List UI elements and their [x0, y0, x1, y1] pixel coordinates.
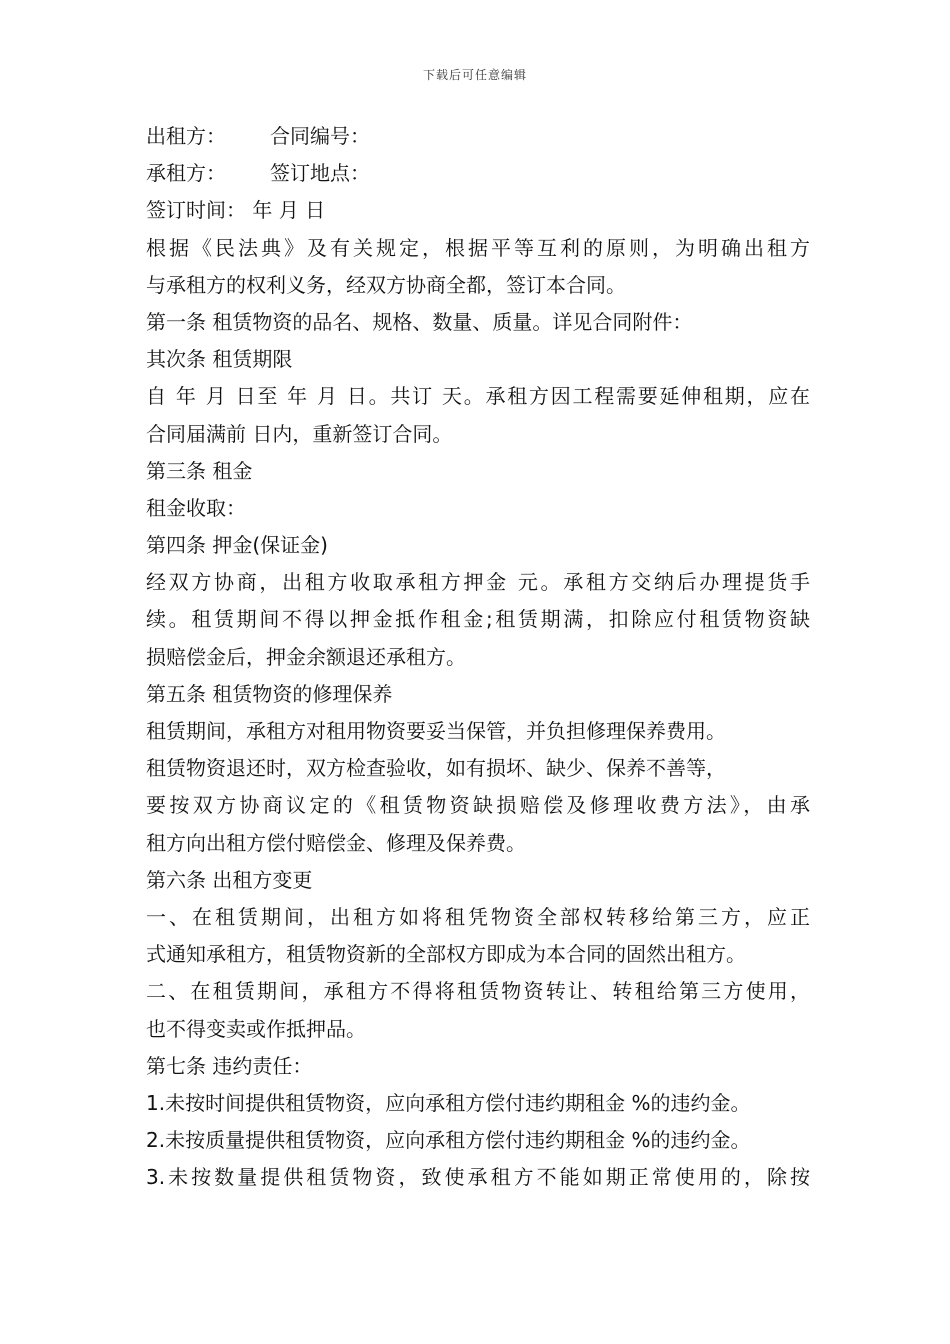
text-line: 2.未按质量提供租赁物资，应向承租方偿付违约期租金 %的违约金。 — [146, 1128, 751, 1153]
contract-body — [146, 118, 810, 1196]
text-line: 一、在租赁期间，出租方如将租凭物资全部权转移给第三方，应正 — [146, 904, 810, 929]
lessee-line — [146, 155, 810, 192]
contract-no-label: 合同编号： — [270, 124, 370, 148]
lessor-label: 出租方： — [146, 124, 226, 148]
header-note: 下载后可任意编辑 — [422, 68, 527, 82]
text-line: 二、在租赁期间，承租方不得将租赁物资转让、转租给第三方使用， — [146, 979, 810, 1004]
text-line: 1.未按时间提供租赁物资，应向承租方偿付违约期租金 %的违约金。 — [146, 1090, 751, 1115]
text-line: 合同届满前 日内，重新签订合同。 — [146, 421, 453, 446]
text-line: 第四条 押金(保证金) — [146, 533, 328, 558]
text-line: 续。租赁期间不得以押金抵作租金;租赁期满，扣除应付租赁物资缺 — [146, 607, 810, 632]
text-line: 第一条 租赁物资的品名、规格、数量、质量。详见合同附件： — [146, 309, 693, 334]
text-line: 第五条 租赁物资的修理保养 — [146, 681, 393, 706]
text-line: 也不得变卖或作抵押品。 — [146, 1016, 366, 1041]
text-line: 第三条 租金 — [146, 458, 253, 483]
text-line: 自 年 月 日至 年 月 日。共订 天。承租方因工程需要延伸租期，应在 — [146, 384, 810, 409]
text-line: 与承租方的权利义务，经双方协商全都，签订本合同。 — [146, 272, 626, 297]
text-line: 租赁物资退还时，双方检查验收，如有损坏、缺少、保养不善等， — [146, 756, 726, 781]
text-line: 3.未按数量提供租赁物资，致使承租方不能如期正常使用的，除按 — [146, 1165, 810, 1190]
lessor-line — [146, 118, 810, 155]
sign-place-label: 签订地点： — [270, 161, 370, 186]
text-line: 租金收取： — [146, 495, 246, 520]
text-line: 其次条 租赁期限 — [146, 347, 293, 372]
text-line: 式通知承租方，租赁物资新的全部权方即成为本合同的固然出租方。 — [146, 942, 746, 967]
text-line: 租方向出租方偿付赔偿金、修理及保养费。 — [146, 830, 526, 855]
text-line: 要按双方协商议定的《租赁物资缺损赔偿及修理收费方法》，由承 — [146, 793, 810, 818]
text-line: 根据《民法典》及有关规定，根据平等互利的原则，为明确出租方 — [146, 235, 810, 260]
text-line: 租赁期间，承租方对租用物资要妥当保管，并负担修理保养费用。 — [146, 719, 726, 743]
contract-paragraphs — [146, 230, 810, 1197]
sign-time: 签订时间： 年 月 日 — [146, 198, 326, 223]
text-line: 经双方协商，出租方收取承租方押金 元。承租方交纳后办理提货手 — [146, 570, 810, 595]
text-line: 第六条 出租方变更 — [146, 867, 313, 892]
lessee-label: 承租方： — [146, 161, 226, 186]
text-line: 第七条 违约责任： — [146, 1053, 313, 1078]
text-line: 损赔偿金后，押金余额退还承租方。 — [146, 644, 466, 669]
